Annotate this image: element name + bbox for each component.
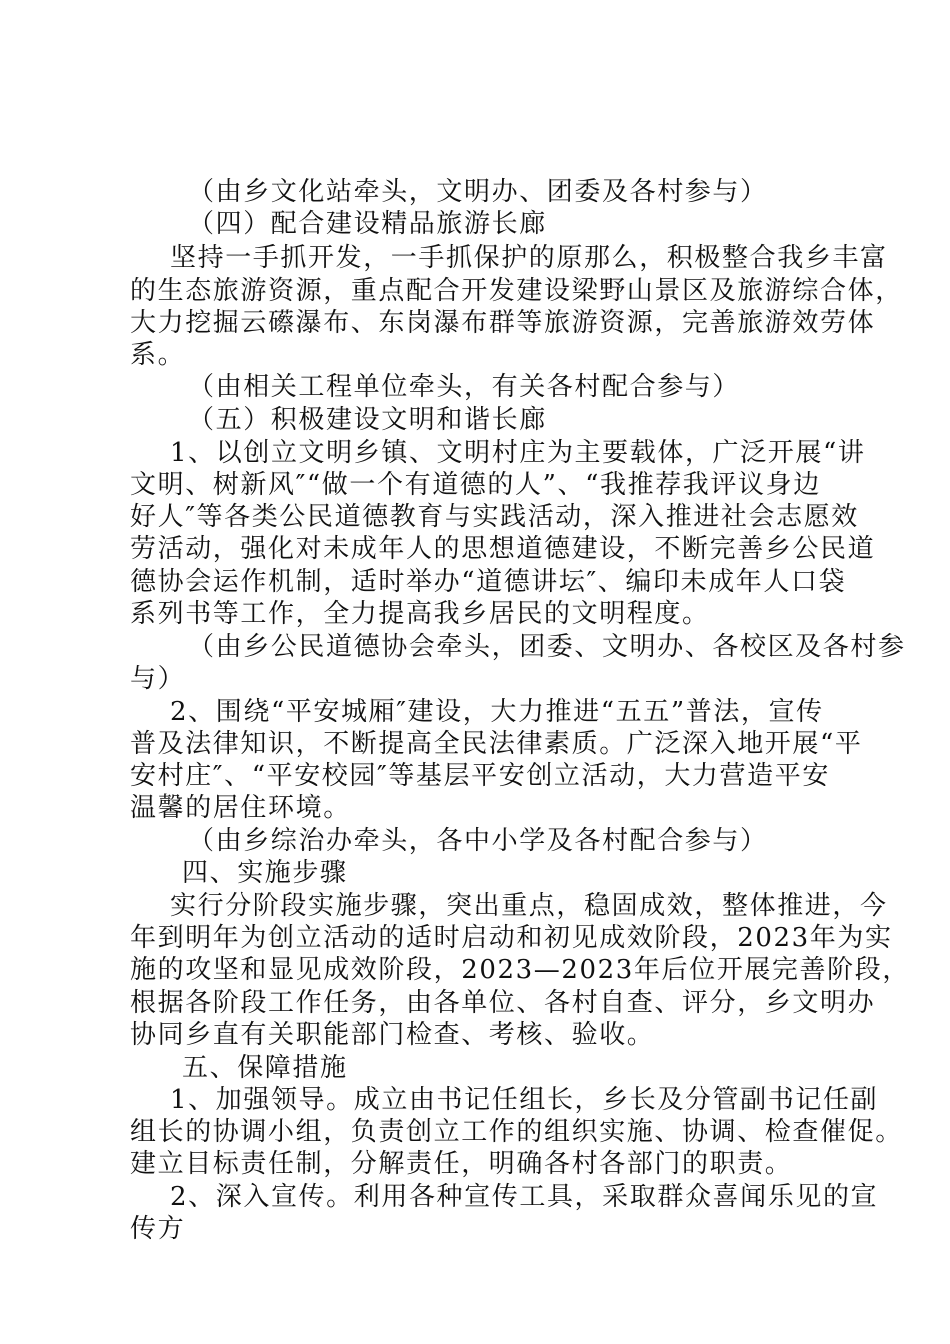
text-line: 坚持一手抓开发，一手抓保护的原那么，积极整合我乡丰富 [170, 243, 888, 273]
text-line: 传方 [130, 1214, 186, 1244]
text-line: 建立目标责任制，分解责任，明确各村各部门的职责。 [130, 1149, 793, 1179]
text-line: 安村庄″、“平安校园″等基层平安创立活动，大力营造平安 [130, 761, 830, 791]
text-line: 2、围绕“平安城厢″建设，大力推进“五五”普法，宣传 [170, 697, 824, 727]
text-line: 1、以创立文明乡镇、文明村庄为主要载体，广泛开展“讲 [170, 438, 866, 468]
text-line: 与） [130, 664, 186, 694]
text-line: 普及法律知识，不断提高全民法律素质。广泛深入地开展“平 [130, 729, 863, 759]
section-heading: （五）积极建设文明和谐长廊 [188, 405, 547, 435]
text-line: （由乡文化站牵头，文明办、团委及各村参与） [188, 177, 768, 207]
text-line: 劳活动，强化对未成年人的思想道德建设，不断完善乡公民道 [130, 534, 876, 564]
text-line: 德协会运作机制，适时举办“道德讲坛″、编印未成年人口袋 [130, 567, 847, 597]
section-heading: （四）配合建设精品旅游长廊 [188, 209, 547, 239]
text-line: 大力挖掘云礤瀑布、东岗瀑布群等旅游资源，完善旅游效劳体 [130, 308, 876, 338]
text-line: 好人″等各类公民道德教育与实践活动，深入推进社会志愿效 [130, 502, 859, 532]
text-line: 组长的协调小组，负责创立工作的组织实施、协调、检查催促。 [130, 1117, 903, 1147]
section-heading: 五、保障措施 [182, 1053, 348, 1083]
text-line: 1、加强领导。成立由书记任组长，乡长及分管副书记任副 [170, 1085, 879, 1115]
text-line: 系。 [130, 340, 186, 370]
text-line: （由相关工程单位牵头，有关各村配合参与） [188, 372, 741, 402]
section-heading: 四、实施步骤 [182, 858, 348, 888]
text-line: 实行分阶段实施步骤，突出重点，稳固成效，整体推进，今 [170, 891, 888, 921]
text-line: 的生态旅游资源，重点配合开发建设梁野山景区及旅游综合体， [130, 276, 903, 306]
text-line: 系列书等工作，全力提高我乡居民的文明程度。 [130, 599, 710, 629]
text-line: 文明、树新风″“做一个有道德的人”、“我推荐我评议身边 [130, 470, 821, 500]
text-line: （由乡综治办牵头，各中小学及各村配合参与） [188, 826, 768, 856]
text-line: 施的攻坚和显见成效阶段，2023—2023年后位开展完善阶段， [130, 955, 910, 985]
text-line: 温馨的居住环境。 [130, 793, 351, 823]
text-line: 2、深入宣传。利用各种宣传工具，采取群众喜闻乐见的宣 [170, 1182, 879, 1212]
text-line: （由乡公民道德协会牵头，团委、文明办、各校区及各村参 [188, 632, 906, 662]
text-line: 根据各阶段工作任务，由各单位、各村自查、评分，乡文明办 [130, 988, 876, 1018]
text-line: 年到明年为创立活动的适时启动和初见成效阶段，2023年为实 [130, 923, 893, 953]
text-line: 协同乡直有关职能部门检查、考核、验收。 [130, 1020, 655, 1050]
